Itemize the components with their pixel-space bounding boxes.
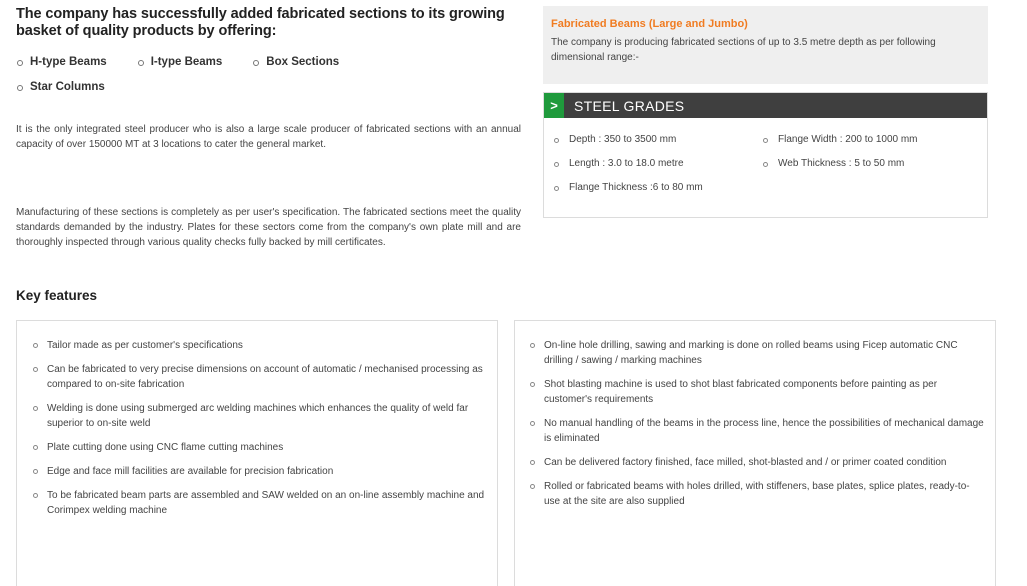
feature-text: Can be delivered factory finished, face milled, shot-blasted and / or primer coated condition — [544, 457, 947, 468]
feature-text: On-line hole drilling, sawing and marking is done on rolled beams using Ficep automatic CNC drilling / sawing / marking machines — [544, 340, 958, 366]
feature-item — [47, 488, 487, 518]
feature-text: Tailor made as per customer's specifications — [47, 340, 243, 351]
feature-text: To be fabricated beam parts are assembled and SAW welded on an on-line assembly machine and Corimpex welding machine — [47, 490, 485, 516]
chevron-right-icon: > — [544, 93, 564, 118]
intro-section — [16, 6, 522, 100]
key-features-right-panel — [514, 320, 996, 586]
bullet-icon — [33, 445, 38, 450]
feature-item — [544, 455, 984, 470]
grade-item-label: Flange Thickness :6 to 80 mm — [569, 182, 703, 193]
feature-item — [47, 464, 487, 479]
steel-grades-header — [544, 93, 987, 118]
feature-text: Plate cutting done using CNC flame cutting machines — [47, 442, 284, 453]
intro-paragraph-manufacturing: Manufacturing of these sections is completely as per user's specification. The fabricated sections meet the quality standards demanded by the industry. Plates for these sectors come from the company's own plate mill and are thoroughly inspected through various quality checks fully backed by mill certificates. — [16, 207, 521, 248]
steel-grades-title: STEEL GRADES — [574, 97, 685, 114]
grade-item-label: Length : 3.0 to 18.0 metre — [569, 158, 684, 169]
bullet-icon — [530, 484, 535, 489]
bullet-icon — [530, 382, 535, 387]
feature-item — [544, 479, 984, 509]
fabricated-beams-box — [543, 6, 988, 84]
bullet-icon — [33, 343, 38, 348]
feature-item — [47, 440, 487, 455]
steel-grades-panel — [543, 92, 988, 218]
bullet-icon — [554, 186, 559, 191]
bullet-icon — [33, 469, 38, 474]
key-features-right-list — [544, 321, 984, 509]
feature-item — [544, 338, 984, 368]
bullet-icon — [33, 493, 38, 498]
fabricated-beams-title: Fabricated Beams (Large and Jumbo) — [551, 18, 748, 30]
fabricated-beams-text: The company is producing fabricated sections of up to 3.5 metre depth as per following dimensional range:- — [551, 37, 936, 63]
grade-item-label: Depth : 350 to 3500 mm — [569, 134, 677, 145]
bullet-icon — [33, 406, 38, 411]
feature-text: Shot blasting machine is used to shot blast fabricated components before painting as per customer's requirements — [544, 379, 938, 405]
bullet-icon — [530, 343, 535, 348]
grade-item-depth — [553, 133, 676, 147]
offering-item: H-type Beams — [16, 50, 107, 75]
feature-item — [47, 401, 487, 431]
steel-grades-list — [544, 118, 987, 218]
key-features-left-panel — [16, 320, 498, 586]
offering-item: Box Sections — [252, 50, 339, 75]
bullet-icon — [763, 138, 768, 143]
bullet-icon — [530, 460, 535, 465]
grade-item-length — [553, 157, 684, 171]
offerings-list — [16, 50, 486, 100]
bullet-icon — [763, 162, 768, 167]
intro-heading: The company has successfully added fabricated sections to its growing basket of quality products by offering: — [16, 6, 505, 39]
feature-item — [47, 338, 487, 353]
grade-item-label: Web Thickness : 5 to 50 mm — [778, 158, 905, 169]
key-features-left-list — [47, 321, 487, 518]
grade-item-label: Flange Width : 200 to 1000 mm — [778, 134, 918, 145]
bullet-icon — [33, 367, 38, 372]
feature-text: Welding is done using submerged arc welding machines which enhances the quality of weld far superior to on-site weld — [47, 403, 469, 429]
grade-item-flange-width — [762, 133, 918, 147]
grade-item-web-thickness — [762, 157, 904, 171]
offering-item: I-type Beams — [137, 50, 223, 75]
bullet-icon — [554, 138, 559, 143]
bullet-icon — [554, 162, 559, 167]
feature-text: Rolled or fabricated beams with holes drilled, with stiffeners, base plates, splice plates, ready-to-use at the site are also supplied — [544, 481, 970, 507]
feature-item — [47, 362, 487, 392]
feature-item — [544, 377, 984, 407]
key-features-title: Key features — [16, 288, 98, 303]
grade-item-flange-thickness — [553, 181, 703, 195]
feature-text: No manual handling of the beams in the process line, hence the possibilities of mechanical damage is eliminated — [544, 418, 984, 444]
feature-text: Edge and face mill facilities are available for precision fabrication — [47, 466, 334, 477]
feature-item — [544, 416, 984, 446]
feature-text: Can be fabricated to very precise dimensions on account of automatic / mechanised processing as compared to on-site fabrication — [47, 364, 483, 390]
intro-paragraph-capacity: It is the only integrated steel producer who is also a large scale producer of fabricated sections with an annual capacity of over 150000 MT at 3 locations to cater the general market. — [16, 124, 521, 150]
bullet-icon — [530, 421, 535, 426]
offering-item: Star Columns — [16, 75, 105, 100]
